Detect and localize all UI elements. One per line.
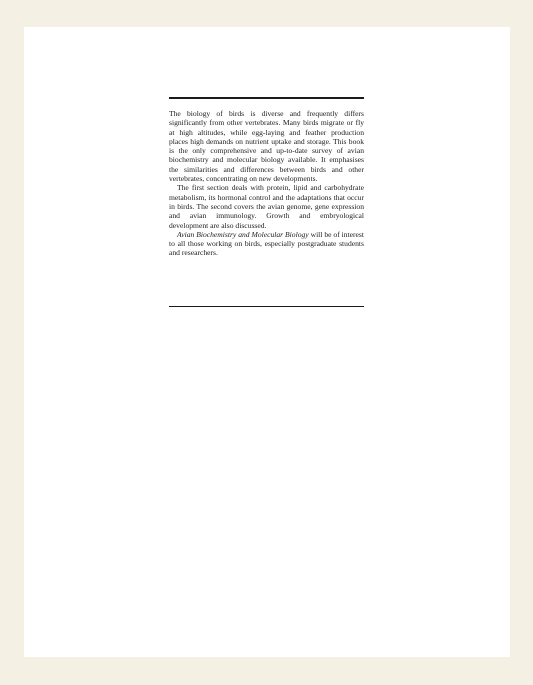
book-title-italic: Avian Biochemistry and Molecular Biology: [177, 229, 309, 239]
blurb-paragraph-3-rest: will be of interest to all those working on birds, especially postgraduate students and researchers.: [169, 229, 364, 258]
blurb-paragraph-3: [169, 230, 364, 258]
top-rule: [169, 97, 364, 99]
blurb-paragraph-2: The first section deals with protein, lipid and carbohydrate metabolism, its hormonal control and the adaptations that occur in birds. The second covers the avian genome, gene expression and avian immunology. Growth and embryological development are also discussed.: [169, 183, 364, 230]
back-cover-blurb: [169, 109, 364, 258]
bottom-rule: [169, 306, 364, 307]
blurb-paragraph-1: The biology of birds is diverse and frequently differs significantly from other vertebrates. Many birds migrate or fly at high altitudes, while egg-laying and feather production places high demands on nutrient uptake and storage. This book is the only comprehensive and up-to-date survey of avian biochemistry and molecular biology available. It emphasises the similarities and differences between birds and other vertebrates, concentrating on new developments.: [169, 109, 364, 184]
